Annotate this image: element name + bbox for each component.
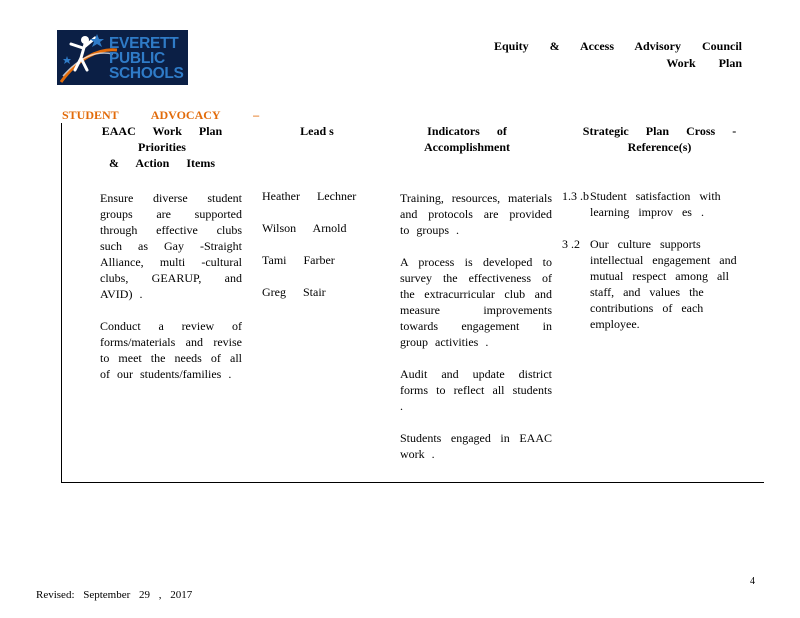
priorities-header (82, 123, 242, 171)
page-number: 4 (750, 576, 755, 587)
document-title (482, 38, 742, 72)
indicators-header-line-2: Accomplishment (424, 140, 510, 154)
strategic-ref-number: 3 .2 (562, 237, 580, 251)
priority-text: Conduct a review of forms/materials and revise to meet the needs of all of our students/families . (100, 319, 242, 381)
leads-list (262, 188, 372, 300)
lead-name: Wilson Arnold (262, 221, 347, 235)
leads-header: Lead s (300, 124, 334, 138)
strategic-ref-number: 1.3 .b (562, 189, 589, 203)
strategic-ref-text: Our culture supports intellectual engagement and mutual respect among all staff, and values the contributions of each employee. (590, 237, 737, 331)
list-item (82, 190, 242, 302)
logo-text-line-1: EVERETT (109, 35, 179, 52)
indicators-column (382, 123, 552, 462)
indicator-text: Training, resources, materials and protocols are provided to groups . (400, 191, 552, 237)
list-item (382, 366, 552, 414)
priorities-header-line-3: & Action Items (109, 156, 215, 170)
indicator-text: Audit and update district forms to reflect all students . (400, 367, 552, 413)
lead-name: Greg Stair (262, 285, 326, 299)
logo-text-line-3: SCHOOLS (109, 65, 184, 82)
list-item (382, 430, 552, 462)
strategic-refs-list (562, 188, 757, 332)
revised-date: Revised: September 29 , 2017 (36, 589, 193, 601)
strategic-plan-column (562, 123, 757, 332)
indicators-header-line-1: Indicators of (427, 124, 507, 138)
strategic-ref-item (562, 236, 757, 332)
priority-text: Ensure diverse student groups are supported through effective clubs such as Gay -Straight Alliance, multi -cultural clubs, GEARUP, and AVID) . (100, 191, 242, 301)
strategic-ref-text: Student satisfaction with learning improv es . (590, 189, 721, 219)
strategic-header-line-1: Strategic Plan Cross - (582, 124, 737, 138)
list-item (382, 254, 552, 350)
document-title-line-2: Work Plan (666, 56, 742, 70)
strategic-ref-item (562, 188, 757, 220)
work-plan-table (61, 123, 764, 483)
lead-name: Tami Farber (262, 253, 335, 267)
indicators-list (382, 190, 552, 462)
indicator-text: A process is developed to survey the effectiveness of the extracurricular club and measure improvements towards engagement in group activities . (400, 255, 552, 349)
list-item (82, 318, 242, 382)
priorities-header-line-2: Priorities (138, 140, 186, 154)
priorities-header-line-1: EAAC Work Plan (101, 124, 223, 138)
section-title: STUDENT ADVOCACY – (62, 108, 260, 122)
document-title-line-1: Equity & Access Advisory Council (493, 39, 742, 53)
priorities-list (82, 190, 242, 382)
indicator-text: Students engaged in EAAC work . (400, 431, 552, 461)
priorities-column (82, 123, 242, 382)
strategic-header-line-2: Reference(s) (627, 140, 692, 154)
strategic-plan-header (562, 123, 757, 155)
logo-text-line-2: PUBLIC (109, 50, 165, 67)
indicators-header (382, 123, 552, 155)
list-item (382, 190, 552, 238)
leads-column (262, 123, 372, 316)
district-logo (57, 30, 188, 85)
lead-name: Heather Lechner (262, 189, 357, 203)
